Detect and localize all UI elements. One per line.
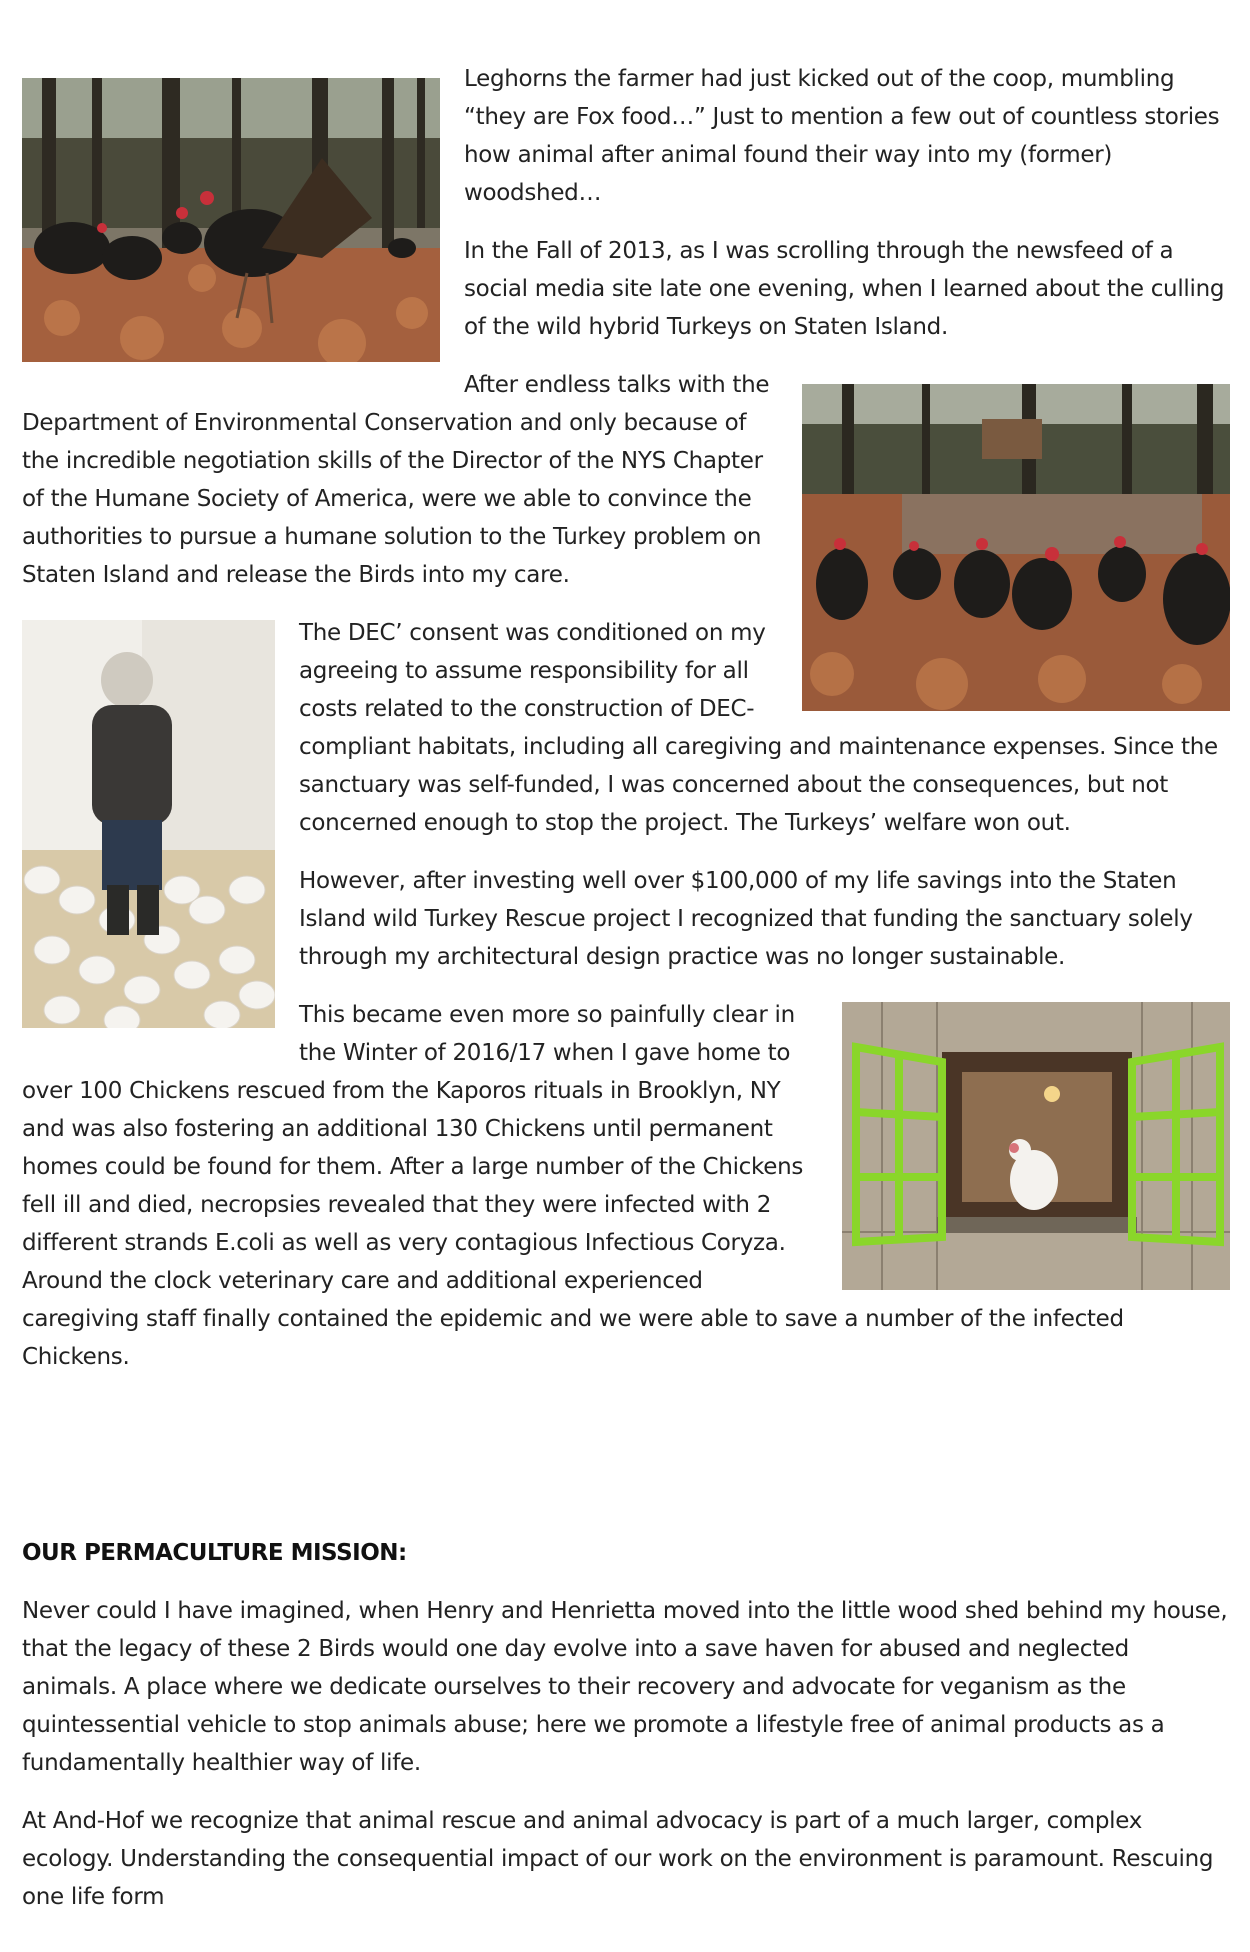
hen-in-window-photo xyxy=(842,1002,1230,1290)
paragraph-dec-consent: The DEC’ consent was conditioned on my agreeing to assume responsibility for all costs related to the construction of DEC-compliant habitats, including all caregiving and maintenance expenses. Since the sanctuary was self-funded, I was concerned about the consequences, but not concerned enough to stop the project. The Turkeys’ welfare won out. xyxy=(299,620,1218,836)
mission-heading: OUR PERMACULTURE MISSION: xyxy=(22,1540,407,1566)
document-page xyxy=(22,60,1230,1936)
paragraph-winter-2016: This became even more so painfully clear in the Winter of 2016/17 when I gave home to over 100 Chickens rescued from the Kaporos rituals in Brooklyn, NY and was also fostering an additional 130 Chickens until permanent homes could be found for them. After a large number of the Chickens fell ill and died, necropsies revealed that they were infected with 2 different strands E.coli as well as very contagious Infectious Coryza. Around the clock veterinary care and additional experienced caregiving staff finally contained the epidemic and we were able to save a number of the infected Chickens. xyxy=(22,1002,1124,1370)
paragraph-mission-legacy: Never could I have imagined, when Henry and Henrietta moved into the little wood shed behind my house, that the legacy of these 2 Birds would one day evolve into a save haven for abused and neglected animals. A place where we dedicate ourselves to their recovery and advocate for veganism as the quintessential vehicle to stop animals abuse; here we promote a lifestyle free of animal products as a fundamentally healthier way of life. xyxy=(22,1598,1228,1776)
paragraph-dec-negotiation: After endless talks with the Department of Environmental Conservation and only because of the incredible negotiation skills of the Director of the NYS Chapter of the Humane Society of America, were we able to convince the authorities to pursue a humane solution to the Turkey problem on Staten Island and release the Birds into my care. xyxy=(22,372,770,588)
paragraph-fall-2013: In the Fall of 2013, as I was scrolling through the newsfeed of a social media site late one evening, when I learned about the culling of the wild hybrid Turkeys on Staten Island. xyxy=(464,238,1225,340)
paragraph-investment: However, after investing well over $100,000 of my life savings into the Staten Island wild Turkey Rescue project I recognized that funding the sanctuary solely through my architectural design practice was no longer sustainable. xyxy=(299,868,1193,970)
paragraph-mission-ecology: At And-Hof we recognize that animal rescue and animal advocacy is part of a much larger, complex ecology. Understanding the consequential impact of our work on the environment is paramount. Rescuing one life form xyxy=(22,1808,1214,1910)
caretaker-with-turkeys-photo xyxy=(22,620,275,1028)
paragraph-leghorns: Leghorns the farmer had just kicked out of the coop, mumbling “they are Fox food…” Just to mention a few out of countless stories how animal after animal found their way into my (former) woodshed… xyxy=(464,66,1220,206)
section-spacer xyxy=(22,1396,1230,1534)
turkeys-in-woods-photo xyxy=(22,78,440,362)
turkeys-in-clearing-photo xyxy=(802,384,1230,711)
